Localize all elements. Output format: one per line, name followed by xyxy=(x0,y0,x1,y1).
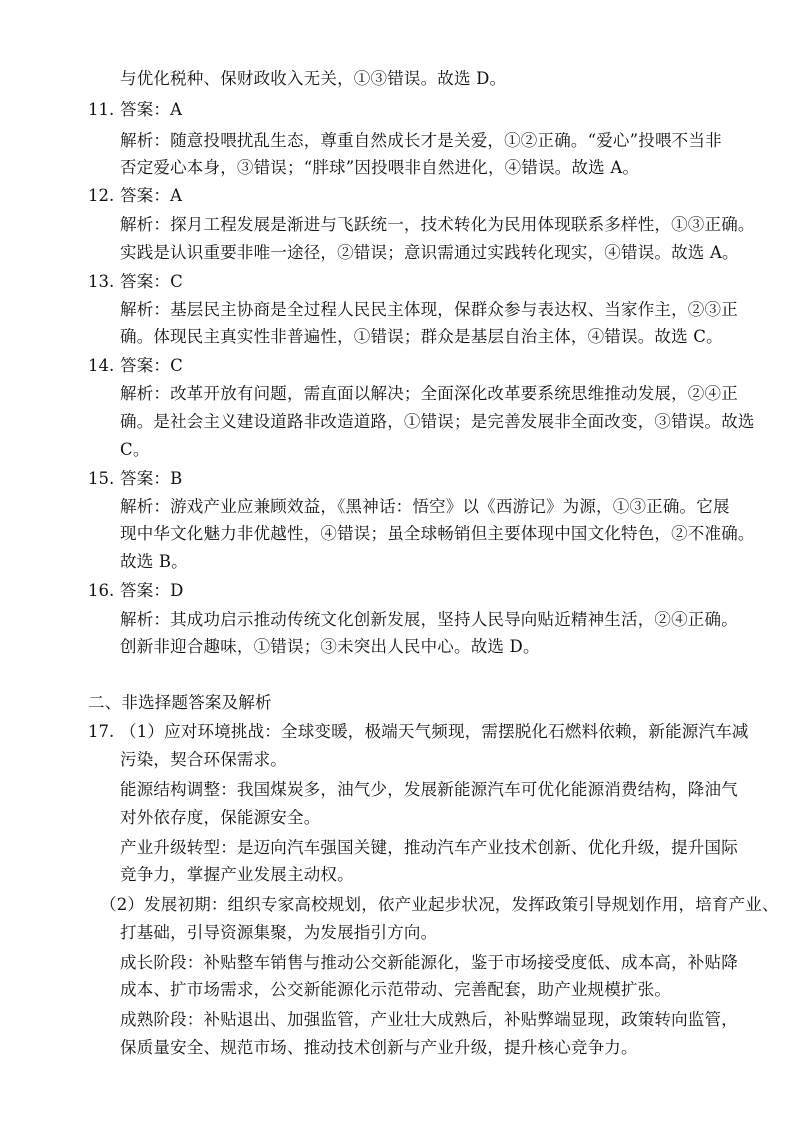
q10-continuation: 与优化税种、保财政收入无关，①③错误。故选 D。 xyxy=(120,69,507,88)
q14-answer: 答案：C xyxy=(120,356,183,375)
q11-analysis-line: 解析：随意投喂扰乱生态，尊重自然成长才是关爱，①②正确。“爱心”投喂不当非 xyxy=(120,131,722,150)
q13-analysis-line: 解析：基层民主协商是全过程人民民主体现，保群众参与表达权、当家作主，②③正 xyxy=(120,300,738,319)
q15-analysis-line: 故选 B。 xyxy=(120,552,188,571)
q13-number: 13. xyxy=(88,272,115,291)
q12-analysis-line: 实践是认识重要非唯一途径，②错误；意识需通过实践转化现实，④错误。故选 A。 xyxy=(120,243,739,262)
q17-part1-para-line: 对外依存度，保能源安全。 xyxy=(120,808,321,827)
section-heading: 二、非选择题答案及解析 xyxy=(88,693,272,712)
q14-analysis-line: 解析：改革开放有问题，需直面以解决；全面深化改革要系统思维推动发展，②④正 xyxy=(120,384,738,403)
q15-analysis-line: 现中华文化魅力非优越性，④错误；虽全球畅销但主要体现中国文化特色，②不准确。 xyxy=(120,524,755,543)
q14-number: 14. xyxy=(88,356,115,375)
q15-answer: 答案：B xyxy=(120,469,183,488)
q12-answer: 答案：A xyxy=(120,186,183,205)
q11-number: 11. xyxy=(88,100,115,119)
q17-part1-line: 污染，契合环保需求。 xyxy=(120,750,287,769)
q16-number: 16. xyxy=(88,581,115,600)
q17-part2-para-line: 成熟阶段：补贴退出、加强监管，产业壮大成熟后，补贴弊端显现，政策转向监管， xyxy=(120,1010,738,1029)
q16-answer: 答案：D xyxy=(120,581,184,600)
q17-part1-para-line: 能源结构调整：我国煤炭多，油气少，发展新能源汽车可优化能源消费结构，降油气 xyxy=(120,780,738,799)
q17-part2-para-line: 保质量安全、规范市场、推动技术创新与产业升级，提升核心竞争力。 xyxy=(120,1038,638,1057)
q17-part1-para-line: 竞争力，掌握产业发展主动权。 xyxy=(120,865,354,884)
q14-analysis-line: 确。是社会主义建设道路非改造道路，①错误；是完善发展非全面改变，③错误。故选 xyxy=(120,412,755,431)
q12-analysis-line: 解析：探月工程发展是渐进与飞跃统一，技术转化为民用体现联系多样性，①③正确。 xyxy=(120,215,755,234)
q17-part2-line: 打基础，引导资源集聚，为发展指引方向。 xyxy=(120,923,438,942)
q13-analysis-line: 确。体现民主真实性非普遍性，①错误；群众是基层自治主体，④错误。故选 C。 xyxy=(120,327,723,346)
q11-answer: 答案：A xyxy=(120,100,183,119)
q12-number: 12. xyxy=(88,186,115,205)
q16-analysis-line: 解析：其成功启示推动传统文化创新发展，坚持人民导向贴近精神生活，②④正确。 xyxy=(120,610,738,629)
q14-analysis-line: C。 xyxy=(120,440,150,459)
q11-analysis-line: 否定爱心本身，③错误；“胖球”因投喂非自然进化，④错误。故选 A。 xyxy=(120,158,640,177)
q17-part2-line: （2）发展初期：组织专家高校规划，依产业起步状况，发挥政策引导规划作用，培育产业、 xyxy=(100,895,779,914)
q15-number: 15. xyxy=(88,469,115,488)
q17-part2-para-line: 成长阶段：补贴整车销售与推动公交新能源化，鉴于市场接受度低、成本高，补贴降 xyxy=(120,953,738,972)
q13-answer: 答案：C xyxy=(120,272,183,291)
q17-part2-para-line: 成本、扩市场需求，公交新能源化示范带动、完善配套，助产业规模扩张。 xyxy=(120,980,672,999)
q17-part1-para-line: 产业升级转型：是迈向汽车强国关键，推动汽车产业技术创新、优化升级，提升国际 xyxy=(120,838,738,857)
q15-analysis-line: 解析：游戏产业应兼顾效益，《黑神话：悟空》以《西游记》为源，①③正确。它展 xyxy=(120,497,730,516)
q17-part1-line: （1）应对环境挑战：全球变暖，极端天气频现，需摆脱化石燃料依赖，新能源汽车减 xyxy=(120,722,749,741)
q16-analysis-line: 创新非迎合趣味，①错误；③未突出人民中心。故选 D。 xyxy=(120,637,540,656)
q17-number: 17. xyxy=(88,722,115,741)
